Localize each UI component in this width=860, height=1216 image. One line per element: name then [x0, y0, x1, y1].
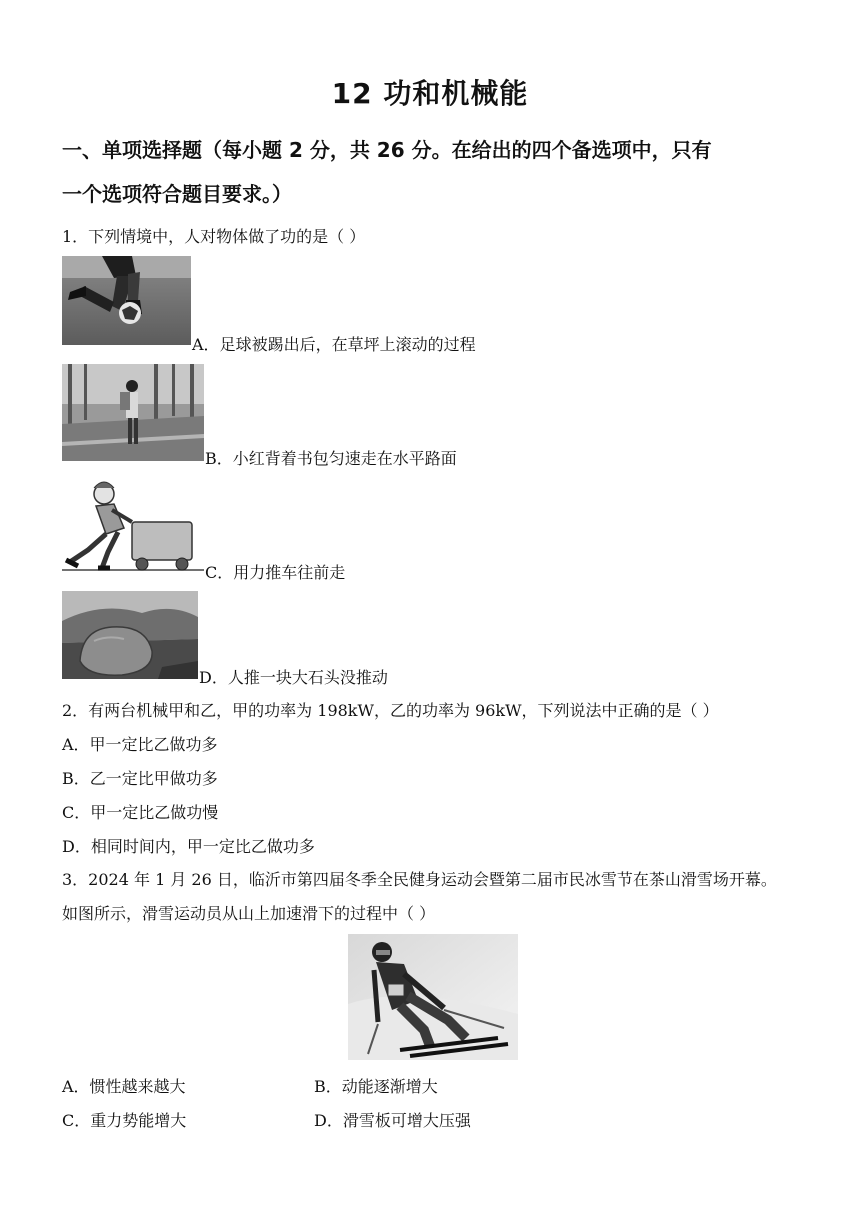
- q1-option-b-letter: B．: [205, 449, 233, 468]
- question-3-stem-line1: 3．2024 年 1 月 26 日，临沂市第四届冬季全民健身运动会暨第二届市民冰雪节在茶山滑雪场开幕。: [62, 870, 777, 889]
- page-title: 12 功和机械能: [331, 77, 529, 110]
- question-2-stem: 2．有两台机械甲和乙，甲的功率为 198kW，乙的功率为 96kW，下列说法中正确的是（ ）: [62, 701, 719, 720]
- q2-option-b: B．乙一定比甲做功多: [62, 769, 218, 788]
- section-heading-line2: 一个选项符合题目要求。）: [62, 182, 292, 206]
- q1-option-a-text: 足球被踢出后，在草坪上滚动的过程: [219, 335, 476, 354]
- boy-pushing-cart-image: [62, 476, 204, 574]
- section-heading-line1: 一、单项选择题（每小题 2 分，共 26 分。在给出的四个备选项中，只有: [62, 138, 712, 162]
- q1-option-d: [199, 665, 388, 688]
- soccer-kick-image: [62, 256, 191, 345]
- q3-option-c: C．重力势能增大: [62, 1111, 187, 1130]
- q2-option-c: C．甲一定比乙做功慢: [62, 803, 219, 822]
- q1-option-b-text: 小红背着书包匀速走在水平路面: [232, 449, 457, 468]
- girl-backpack-image: [62, 364, 204, 461]
- q1-option-b: [205, 446, 457, 469]
- question-1-stem: 1．下列情境中，人对物体做了功的是（ ）: [62, 227, 366, 246]
- q2-option-a: A．甲一定比乙做功多: [62, 735, 218, 754]
- q1-option-c: [205, 560, 345, 583]
- q1-option-d-letter: D．: [199, 668, 228, 687]
- boulder-image: [62, 591, 198, 679]
- skier-image: [348, 934, 518, 1060]
- q1-option-c-text: 用力推车往前走: [233, 563, 346, 582]
- q1-option-a-letter: A．: [192, 335, 220, 354]
- q3-option-b: B．动能逐渐增大: [314, 1077, 438, 1096]
- question-3-stem-line2: 如图所示，滑雪运动员从山上加速滑下的过程中（ ）: [62, 904, 436, 923]
- q1-option-a: [192, 332, 476, 355]
- q3-option-a: A．惯性越来越大: [62, 1077, 186, 1096]
- q2-option-d: D．相同时间内，甲一定比乙做功多: [62, 837, 315, 856]
- q3-option-d: D．滑雪板可增大压强: [314, 1111, 471, 1130]
- q1-option-d-text: 人推一块大石头没推动: [227, 668, 388, 687]
- q1-option-c-letter: C．: [205, 563, 234, 582]
